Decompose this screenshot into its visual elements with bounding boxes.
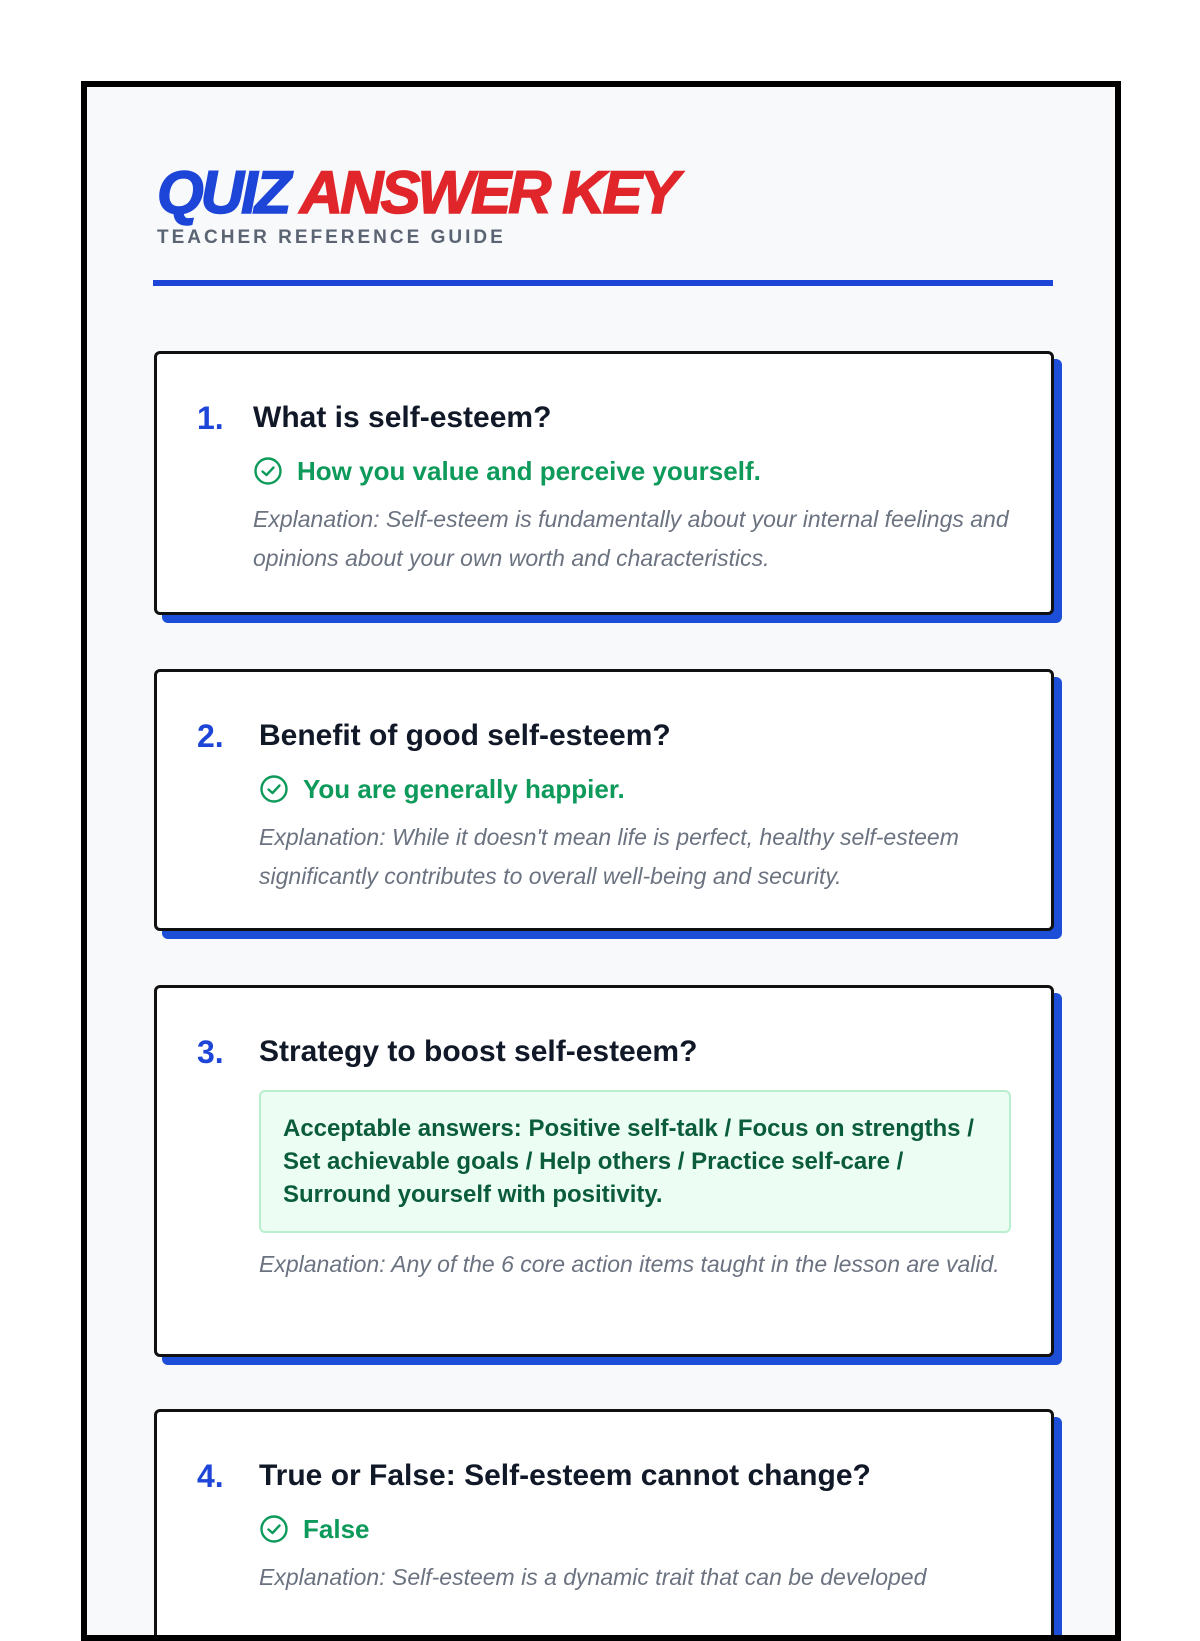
correct-answer — [253, 454, 1011, 488]
explanation-text: Explanation: Self-esteem is a dynamic trait that can be developed — [259, 1564, 927, 1590]
acceptable-answers-box: Acceptable answers: Positive self-talk / Focus on strengths / Set achievable goals / Help others / Practice self-care / Surround yourself with positivity. — [259, 1090, 1011, 1233]
answer-text: How you value and perceive yourself. — [297, 456, 761, 486]
check-circle-icon — [259, 774, 289, 804]
question-text: Strategy to boost self-esteem? — [259, 1035, 698, 1068]
answer-key-page — [81, 81, 1121, 1641]
answer-text: You are generally happier. — [303, 774, 625, 804]
question-card-1 — [154, 351, 1054, 615]
question-number: 2. — [197, 718, 224, 754]
question-card-2 — [154, 669, 1054, 931]
check-circle-icon — [259, 1514, 289, 1544]
page-header — [157, 157, 1057, 249]
correct-answer — [259, 1512, 1011, 1546]
question-card-4 — [154, 1409, 1054, 1641]
explanation-text: Explanation: Any of the 6 core action items taught in the lesson are valid. — [259, 1251, 1000, 1277]
page-title — [157, 157, 1057, 229]
question-number: 1. — [197, 400, 224, 436]
question-number: 3. — [197, 1034, 224, 1070]
header-divider — [153, 280, 1053, 286]
title-quiz: QUIZ — [157, 159, 289, 226]
title-answer-key: ANSWER KEY — [299, 159, 677, 226]
check-circle-icon — [253, 456, 283, 486]
question-card-3 — [154, 985, 1054, 1357]
question-number: 4. — [197, 1458, 224, 1494]
explanation-text: Explanation: While it doesn't mean life is perfect, healthy self-esteem significantly contributes to overall well-being and security. — [259, 824, 959, 889]
question-text: True or False: Self-esteem cannot change? — [259, 1459, 871, 1492]
question-text: What is self-esteem? — [253, 401, 552, 434]
page-subtitle: TEACHER REFERENCE GUIDE — [157, 227, 506, 248]
explanation-text: Explanation: Self-esteem is fundamentally about your internal feelings and opinions about your own worth and characteristics. — [253, 506, 1009, 571]
correct-answer — [259, 772, 1011, 806]
question-text: Benefit of good self-esteem? — [259, 719, 671, 752]
answer-text: False — [303, 1514, 370, 1544]
